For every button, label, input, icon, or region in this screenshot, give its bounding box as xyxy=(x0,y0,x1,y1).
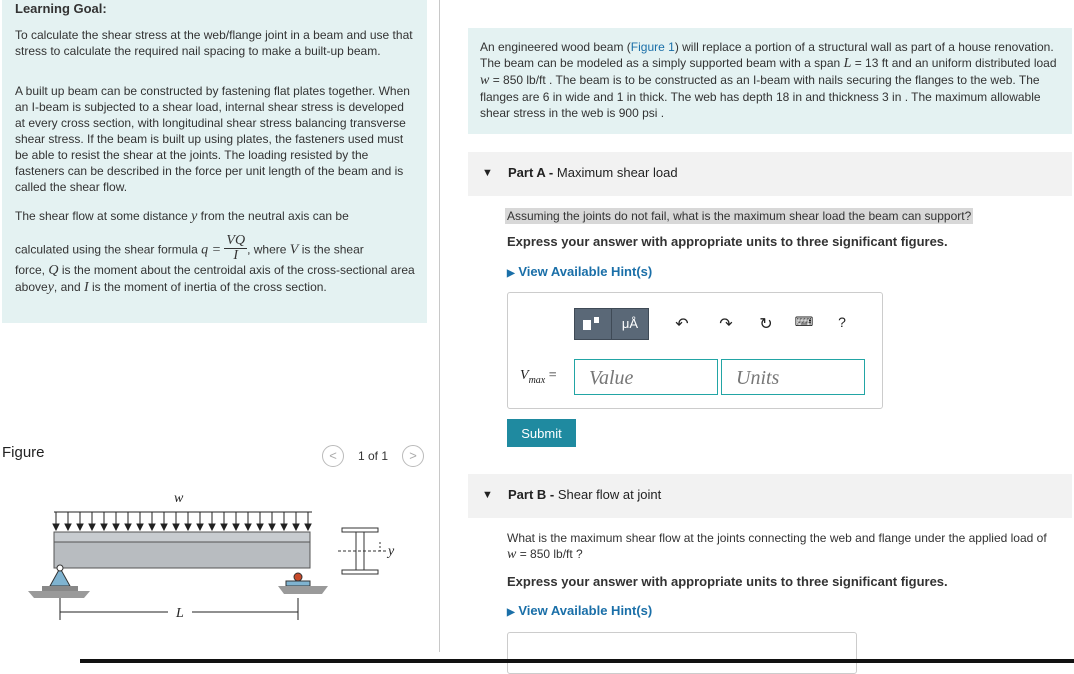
beam-top xyxy=(54,532,310,542)
keyboard-icon[interactable]: ⌨ xyxy=(794,314,814,329)
figure-label: Figure xyxy=(2,444,45,461)
bottom-edge-bar xyxy=(80,659,1074,663)
shear-formula-line: calculated using the shear formula q = $\frac{VQ}{I}$ , where V is the shear xyxy=(15,233,364,263)
template-icon xyxy=(581,315,605,333)
column-divider xyxy=(439,0,440,652)
learning-goal-title: Learning Goal: xyxy=(15,1,107,16)
problem-text: An engineered wood beam (Figure 1) will replace a portion of a structural wall as part of a house renovation. The beam can be modeled as a simply supported beam with a span L = 13 ft and an uniform distributed load w = 850 lb/ft . The beam is to be constructed as an I-beam with nails securing the flanges to the web. The flanges are 6 in wide and 1 in thick. The web has depth 18 in and thickness 3 in . The maximum allowable shear stress in the web is 900 psi . xyxy=(480,40,1057,120)
beam-body xyxy=(54,542,310,568)
span-label-L: L xyxy=(176,606,184,621)
learning-goal-paragraph-1: To calculate the shear stress at the web/flange joint in a beam and use that stress to calculate the required nail spacing to make a built-up beam. xyxy=(15,28,413,58)
learning-goal-paragraph-5: force, Q is the moment about the centroidal axis of the cross-sectional area abovey, and I is the moment of inertia of the cross section. xyxy=(15,263,415,295)
part-b-answer-box xyxy=(507,632,857,674)
collapse-icon: ▼ xyxy=(482,167,493,179)
reset-icon[interactable]: ↻ xyxy=(759,316,773,333)
value-input[interactable]: Value xyxy=(574,359,718,395)
learning-goal-paragraph-2: A built up beam can be constructed by fastening flat plates together. When an I-beam is subjected to a shear load, internal shear stress is developed at every cross section, with longitudinal shear stress balancing transverse shear stress. If the beam is built up using plates, the fasteners used must be able to resist the shear at the joints. The loading resisted by the fasteners can be described in the force per unit length of the beam and is called the shear flow. xyxy=(15,84,410,194)
roller-support xyxy=(294,573,302,581)
part-b-header[interactable]: ▼ Part B - Shear flow at joint xyxy=(468,474,1072,518)
help-icon[interactable]: ? xyxy=(838,314,846,330)
load-label-w: w xyxy=(174,491,184,506)
vmax-label: $V_{max}$ = xyxy=(520,368,557,386)
part-a-question: Assuming the joints do not fail, what is the maximum shear load the beam can support? xyxy=(507,209,972,223)
figure-prev-button[interactable]: < xyxy=(322,445,344,467)
template-button[interactable] xyxy=(574,308,612,340)
formula-fraction: $\frac{VQ}{I}$ xyxy=(226,233,246,263)
ground-left xyxy=(28,591,90,598)
formula-q: q = xyxy=(201,242,222,258)
distributed-load-arrows xyxy=(53,512,311,530)
beam-figure xyxy=(20,480,420,630)
learning-goal-panel xyxy=(2,0,427,323)
figure-next-button[interactable]: > xyxy=(402,445,424,467)
answer-box xyxy=(507,292,883,409)
part-b-question: What is the maximum shear flow at the joints connecting the web and flange under the applied load of w = 850 lb/ft ? xyxy=(507,531,1047,562)
undo-icon[interactable]: ↶ xyxy=(675,316,689,333)
part-a-title: Maximum shear load xyxy=(556,165,678,180)
part-b-instructions: Express your answer with appropriate units to three significant figures. xyxy=(507,574,948,589)
ground-right xyxy=(278,586,328,594)
problem-statement xyxy=(468,28,1072,134)
part-b-title: Shear flow at joint xyxy=(557,487,662,502)
caret-right-icon: ▶ xyxy=(507,268,515,279)
part-a-hints-link[interactable]: ▶ View Available Hint(s) xyxy=(507,264,653,279)
part-b-hints-link[interactable]: ▶ View Available Hint(s) xyxy=(507,603,653,618)
submit-button[interactable]: Submit xyxy=(507,419,576,447)
part-a-instructions: Express your answer with appropriate units to three significant figures. xyxy=(507,234,948,249)
units-input[interactable]: Units xyxy=(721,359,865,395)
units-button[interactable]: μÅ xyxy=(611,308,649,340)
figure-link[interactable]: Figure 1 xyxy=(630,40,675,54)
caret-right-icon: ▶ xyxy=(507,607,515,618)
learning-goal-paragraph-3: The shear flow at some distance y from the neutral axis can be xyxy=(15,209,349,224)
collapse-icon: ▼ xyxy=(482,489,493,501)
part-a-header[interactable]: ▼ Part A - Maximum shear load xyxy=(468,152,1072,196)
figure-page-indicator: 1 of 1 xyxy=(358,449,389,463)
axis-label-y: y xyxy=(388,544,395,559)
redo-icon[interactable]: ↷ xyxy=(719,316,733,333)
